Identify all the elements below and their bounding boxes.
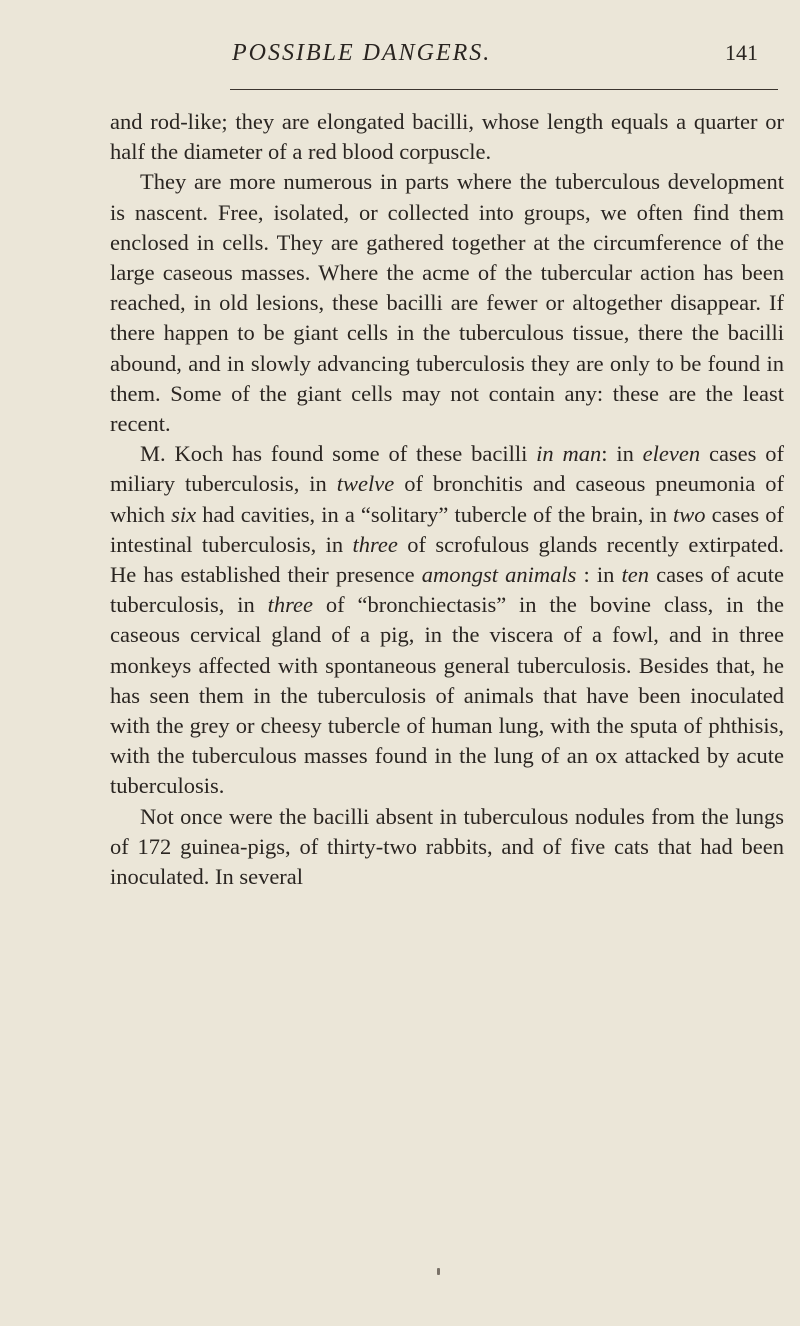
text-run: of bronchitis and caseous pneumonia of which	[110, 471, 784, 527]
running-head	[0, 40, 800, 80]
text-run: : in	[576, 562, 622, 588]
paragraph-p4	[110, 802, 784, 893]
header-rule	[230, 89, 778, 90]
text-run: They are more numerous in parts where the tuberculous development is nascent. Free, isolated, or collected into groups, we often find them enclosed in cells. They are gathered together at the circumference of the large caseous masses. Where the acme of the tubercular action has been reached, in old lesions, these bacilli are fewer or altogether disappear. If there happen to be giant cells in the tuberculous tissue, there the bacilli abound, and in slowly advancing tuberculosis they are only to be found in them. Some of the giant cells may not contain any: these are the least recent.	[110, 169, 784, 437]
text-run: of “bronchiectasis” in the bovine class, in the caseous cervical gland of a pig, in the viscera of a fowl, and in three monkeys affected with spontaneous general tuberculosis. Besides that, he has seen them in the tuberculosis of animals that have been inoculated with the grey or cheesy tubercle of human lung, with the sputa of phthisis, with the tuberculous masses found in the lung of an ox attacked by acute tuberculosis.	[110, 592, 785, 799]
italic-text: amongst animals	[421, 562, 577, 588]
text-run: cases of miliary tuberculosis, in	[110, 441, 784, 497]
text-run: had cavities, in a “solitary” tubercle of the brain, in	[196, 501, 674, 527]
italic-text: three	[352, 531, 398, 557]
text-run: M. Koch has found some of these bacilli	[140, 441, 537, 467]
italic-text: two	[673, 501, 706, 527]
text-run: and rod-like; they are elongated bacilli, whose length equals a quarter or half the diameter of a red blood corpuscle.	[110, 109, 784, 165]
italic-text: in man	[536, 441, 602, 467]
paragraph-p2	[110, 167, 784, 439]
italic-text: eleven	[642, 441, 701, 467]
italic-text: twelve	[336, 471, 395, 497]
italic-text: ten	[621, 562, 649, 588]
body-text	[110, 107, 784, 892]
text-run: of scrofulous glands recently extirpated. He has established their presence	[110, 531, 784, 588]
italic-text: three	[267, 592, 314, 618]
text-run: Not once were the bacilli absent in tuberculous nodules from the lungs of 172 guinea-pigs, of thirty-two rabbits, and of five cats that had been inoculated. In several	[110, 803, 784, 890]
text-run: cases of intestinal tuberculosis, in	[110, 501, 784, 557]
text-run: : in	[601, 441, 643, 467]
italic-text: six	[171, 501, 197, 527]
text-run: cases of acute tuberculosis, in	[110, 562, 784, 618]
page-number: 141	[725, 40, 758, 65]
paragraph-p1	[110, 107, 784, 167]
ink-speck	[437, 1268, 440, 1275]
running-title: POSSIBLE DANGERS.	[232, 40, 492, 66]
paragraph-p3	[110, 439, 784, 801]
